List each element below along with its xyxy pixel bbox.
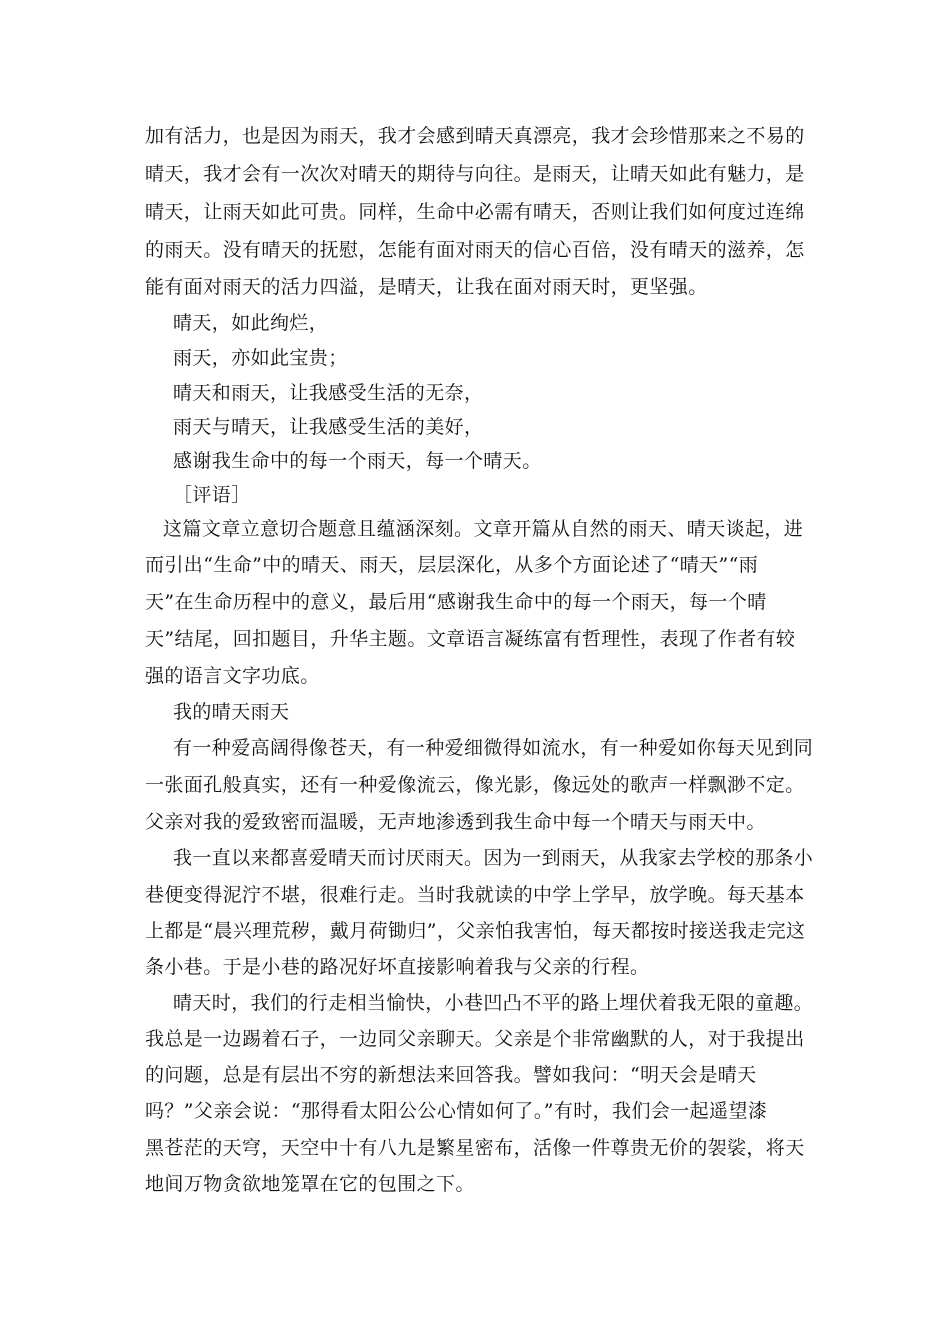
text-line: 晴天时，我们的行走相当愉快，小巷凹凸不平的路上埋伏着我无限的童趣。 <box>173 992 814 1014</box>
text-line: 地间万物贪欲地笼罩在它的包围之下。 <box>145 1173 475 1195</box>
text-line: 吗？”父亲会说：“那得看太阳公公心情如何了。”有时，我们会一起遥望漆 <box>145 1100 768 1122</box>
text-line: 的问题，总是有层出不穷的新想法来回答我。譬如我问：“明天会是晴天 <box>145 1064 757 1086</box>
text-line: 晴天，让雨天如此可贵。同样，生命中必需有晴天，否则让我们如何度过连绵 <box>145 201 805 223</box>
text-line: 而引出“生命”中的晴天、雨天，层层深化，从多个方面论述了“晴天”“雨 <box>145 554 759 576</box>
text-line: 晴天，我才会有一次次对晴天的期待与向往。是雨天，让晴天如此有魅力，是 <box>145 163 805 185</box>
text-line: 这篇文章立意切合题意且蕴涵深刻。文章开篇从自然的雨天、晴天谈起，进 <box>163 518 804 540</box>
text-line: 的雨天。没有晴天的抚慰，怎能有面对雨天的信心百倍，没有晴天的滋养，怎 <box>145 239 805 261</box>
article-title: 我的晴天雨天 <box>173 701 290 723</box>
text-line: 条小巷。于是小巷的路况好坏直接影响着我与父亲的行程。 <box>145 956 650 978</box>
text-line: 一张面孔般真实，还有一种爱像流云，像光影，像远处的歌声一样飘渺不定。 <box>145 774 805 796</box>
poem-line: 感谢我生命中的每一个雨天，每一个晴天。 <box>173 450 542 472</box>
text-line: 我一直以来都喜爱晴天而讨厌雨天。因为一到雨天，从我家去学校的那条小 <box>173 847 814 869</box>
text-line: 巷便变得泥泞不堪，很难行走。当时我就读的中学上学早，放学晚。每天基本 <box>145 884 805 906</box>
text-line: 天”结尾，回扣题目，升华主题。文章语言凝练富有哲理性，表现了作者有较 <box>145 628 796 650</box>
review-heading: ［评语］ <box>173 484 251 506</box>
text-line: 天”在生命历程中的意义，最后用“感谢我生命中的每一个雨天，每一个晴 <box>145 591 767 613</box>
text-line: 加有活力，也是因为雨天，我才会感到晴天真漂亮，我才会珍惜那来之不易的 <box>145 125 805 147</box>
poem-line: 晴天和雨天，让我感受生活的无奈， <box>173 382 484 404</box>
poem-line: 雨天与晴天，让我感受生活的美好， <box>173 416 484 438</box>
text-line: 有一种爱高阔得像苍天，有一种爱细微得如流水，有一种爱如你每天见到同 <box>173 737 814 759</box>
poem-line: 雨天，亦如此宝贵； <box>173 347 348 369</box>
text-line: 黑苍茫的天穹，天空中十有八九是繁星密布，活像一件尊贵无价的袈裟，将天 <box>145 1137 805 1159</box>
poem-line: 晴天，如此绚烂， <box>173 312 329 334</box>
text-line: 上都是“晨兴理荒秽，戴月荷锄归”，父亲怕我害怕，每天都按时接送我走完这 <box>145 920 806 942</box>
text-line: 我总是一边踢着石子，一边同父亲聊天。父亲是个非常幽默的人，对于我提出 <box>145 1028 805 1050</box>
text-line: 强的语言文字功底。 <box>145 665 320 687</box>
text-line: 能有面对雨天的活力四溢，是晴天，让我在面对雨天时，更坚强。 <box>145 276 708 298</box>
text-line: 父亲对我的爱致密而温暖，无声地渗透到我生命中每一个晴天与雨天中。 <box>145 811 766 833</box>
